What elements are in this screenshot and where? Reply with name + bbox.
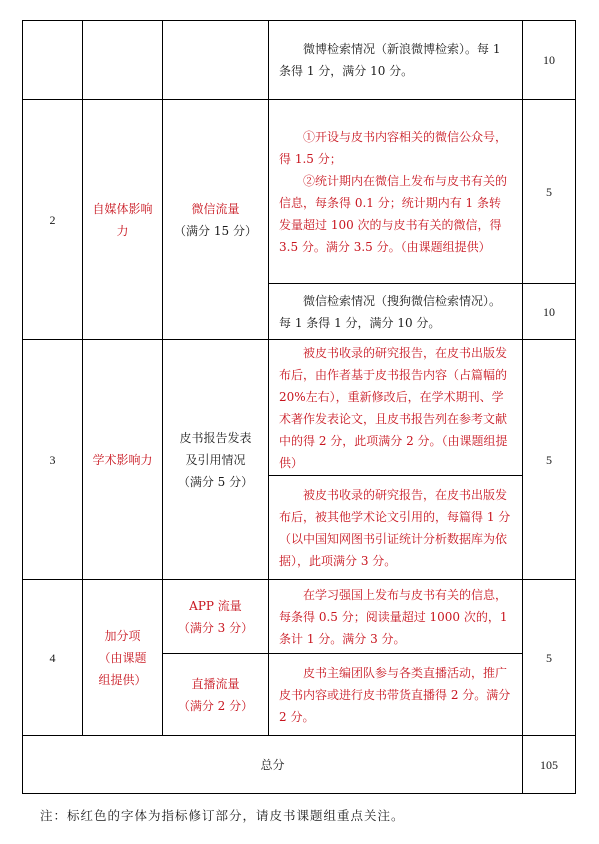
score-cell: 5 [523, 580, 576, 736]
criterion-para: ②统计期内在微信上发布与皮书有关的信息，每条得 0.1 分；统计期内有 1 条转发量超过 100 次的与皮书有关的微信，得 3.5 分。满分 3.5 分。（由课题组提供） [279, 173, 508, 254]
score-cell: 10 [523, 21, 576, 100]
footnote: 注：标红色的字体为指标修订部分，请皮书课题组重点关注。 [40, 808, 405, 823]
indicator-name: 微信流量 [191, 201, 240, 216]
row-number: 3 [23, 340, 83, 580]
indicator-cell: 皮书报告发表及引用情况（满分 5 分） [163, 340, 269, 580]
score-cell: 5 [523, 100, 576, 284]
total-score: 105 [523, 736, 576, 794]
criterion-cell: 被皮书收录的研究报告，在皮书出版发布后，被其他学术论文引用的，每篇得 1 分（以中国知网图书引证统计分析数据库为依据），此项满分 3 分。 [269, 476, 523, 580]
table-row [23, 340, 576, 476]
indicator-cell [163, 580, 269, 654]
indicator-max: （满分 3 分） [177, 620, 254, 635]
indicator-cell [163, 100, 269, 340]
total-row [23, 736, 576, 794]
indicator-name: 直播流量 [191, 676, 240, 691]
criterion-para: ①开设与皮书内容相关的微信公众号，得 1.5 分； [279, 129, 508, 166]
row-number: 2 [23, 100, 83, 340]
category-cell: 加分项（由课题组提供） [83, 580, 163, 736]
criterion-cell [269, 100, 523, 284]
row-number: 4 [23, 580, 83, 736]
table-row [23, 580, 576, 654]
criterion-cell: 皮书主编团队参与各类直播活动，推广皮书内容或进行皮书带货直播得 2 分。满分 2 分。 [269, 654, 523, 736]
category-cell: 自媒体影响力 [83, 100, 163, 340]
evaluation-table [22, 20, 576, 794]
indicator-max: （满分 15 分） [174, 223, 257, 238]
indicator-name: APP 流量 [189, 598, 242, 613]
indicator-cell [163, 654, 269, 736]
no-cell [23, 21, 83, 100]
indicator-max: （满分 2 分） [177, 698, 254, 713]
table-row [23, 21, 576, 100]
category-cell [83, 21, 163, 100]
score-cell: 5 [523, 340, 576, 580]
category-cell: 学术影响力 [83, 340, 163, 580]
score-cell: 10 [523, 284, 576, 340]
total-label: 总分 [23, 736, 523, 794]
table-row [23, 100, 576, 284]
criterion-cell: 在学习强国上发布与皮书有关的信息，每条得 0.5 分；阅读量超过 1000 次的，1 条计 1 分。满分 3 分。 [269, 580, 523, 654]
criterion-cell: 微信检索情况（搜狗微信检索情况）。每 1 条得 1 分，满分 10 分。 [269, 284, 523, 340]
criterion-cell: 被皮书收录的研究报告，在皮书出版发布后，由作者基于皮书报告内容（占篇幅的 20%左右），重新修改后，在学术期刊、学术著作发表论文，且皮书报告列在参考文献中的得 2 分，此项满分 2 分。（由课题组提供） [269, 340, 523, 476]
criterion-cell: 微博检索情况（新浪微博检索）。每 1 条得 1 分，满分 10 分。 [269, 21, 523, 100]
indicator-cell [163, 21, 269, 100]
